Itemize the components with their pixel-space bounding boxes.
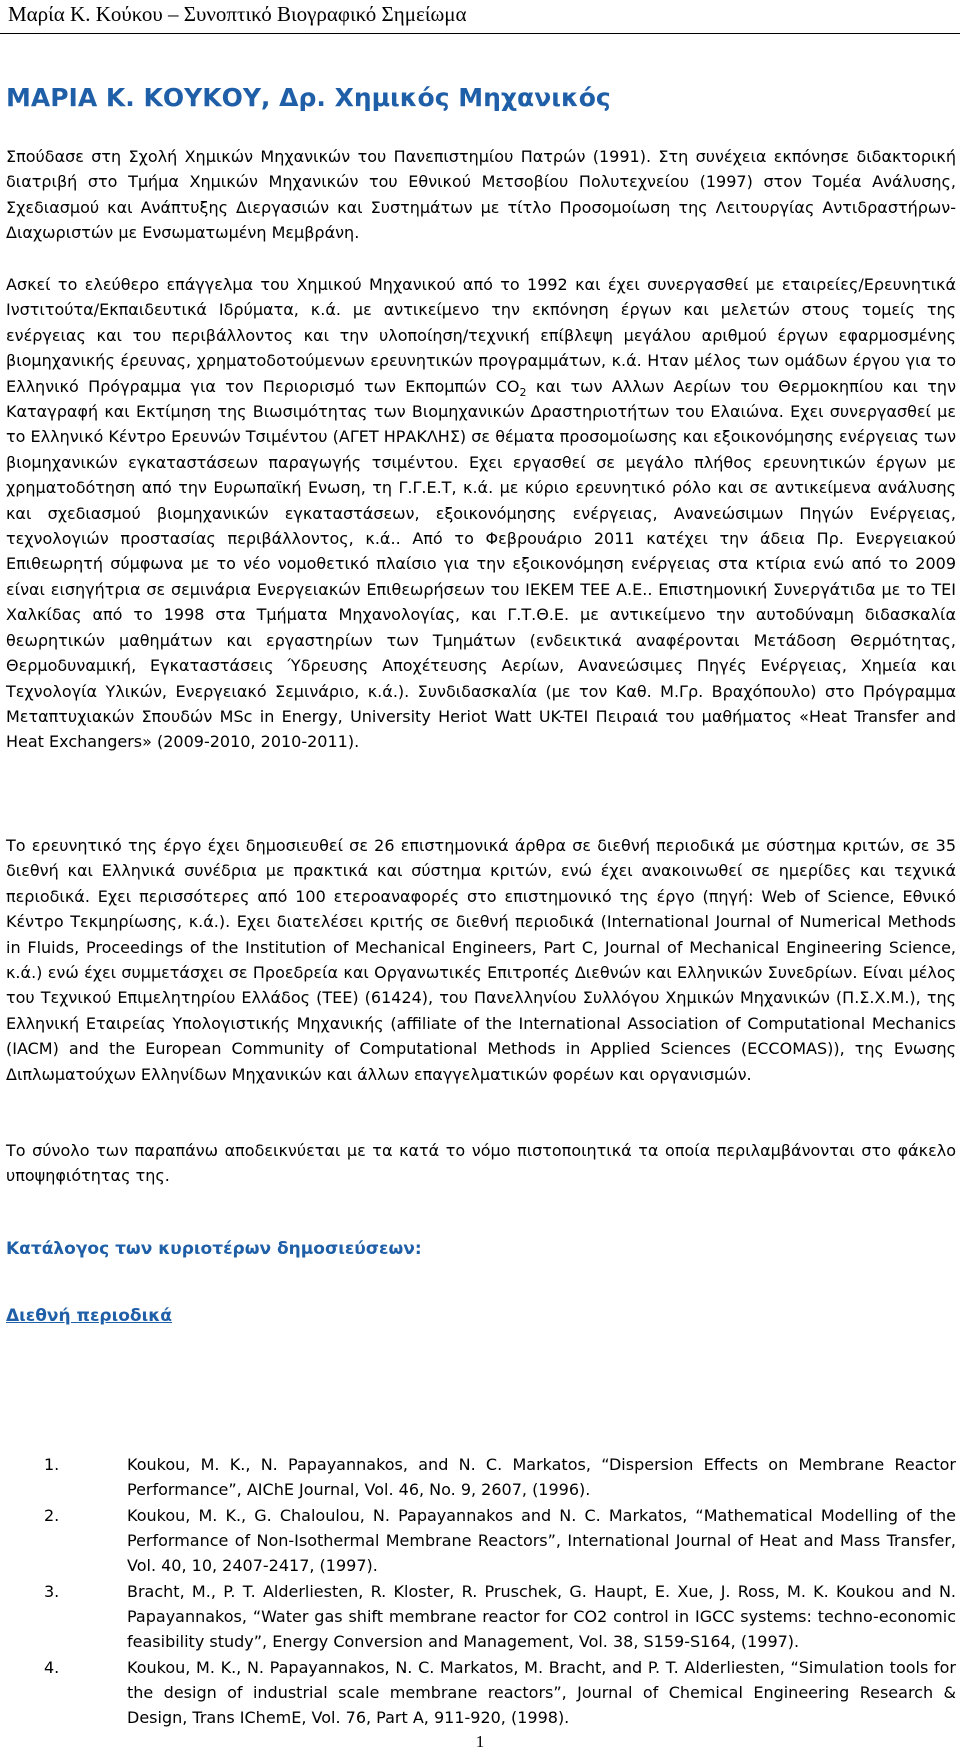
publication-item (0, 1655, 960, 1730)
publication-number: 4. (44, 1658, 60, 1677)
publication-item (0, 1452, 960, 1502)
journals-heading: Διεθνή περιοδικά (6, 1306, 172, 1326)
publications-heading: Κατάλογος των κυριοτέρων δημοσιεύσεων: (6, 1239, 422, 1259)
paragraph-career-part2: και των Αλλων Αερίων του Θερμοκηπίου και την Καταγραφή και Εκτίμηση της Βιωσιμότητας των Βιομηχανικών Δραστηριοτήτων του Ελαιώνα. Εχει συνεργασθεί με το Ελληνικό Κέντρο Ερευνών Τσιμέντου (ΑΓΕΤ ΗΡΑΚΛΗΣ) σε θέματα προσομοίωσης και εξοικονόμησης ενέργειας των βιομηχανικών εγκαταστάσεων παραγωγής τσιμέντου. Εχει εργασθεί σε μεγάλο πλήθος ερευνητικών έργων με χρηματοδότηση από την Ευρωπαϊκή Ενωση, τη Γ.Γ.Ε.Τ, κ.ά. με κύριο ερευνητικό ρόλο και σε αντικείμενα ανάλυσης και σχεδιασμού βιομηχανικών εγκαταστάσεων, εξοικονόμησης ενέργειας, Ανανεώσιμων Πηγών Ενέργειας, τεχνολογιών προστασίας περιβάλλοντος, κ.ά.. Από το Φεβρουάριο 2011 κατέχει την άδεια Πρ. Ενεργειακού Επιθεωρητή σύμφωνα με το νέο νομοθετικό πλαίσιο για την εξοικονόμηση ενέργειας στα κτίρια ενώ από το 2009 είναι εισηγήτρια σε σεμινάρια Ενεργειακών Επιθεωρήσεων του ΙΕΚΕΜ ΤΕΕ Α.Ε.. Επιστημονική Συνεργάτιδα με το ΤΕΙ Χαλκίδας από το 1998 στα Τμήματα Μηχανολογίας, και Γ.Τ.Θ.Ε. με αντικείμενο την αυτοδύναμη διδασκαλία θεωρητικών μαθημάτων και εργαστηρίων των Τμημάτων (ενδεικτικά αναφέρονται Μετάδοση Θερμότητας, Θερμοδυναμική, Εγκαταστάσεις Ύδρευσης Αποχέτευσης Αερίων, Ανανεώσιμες Πηγές Ενέργειας, Χημεία και Τεχνολογία Υλικών, Ενεργειακό Σεμινάριο, κ.ά.). Συνδιδασκαλία (με τον Καθ. Μ.Γρ. Βραχόπουλο) στο Πρόγραμμα Μεταπτυχιακών Σπουδών MSc in Energy, University Heriot Watt UK-TEI Πειραιά του μαθήματος «Heat Transfer and Heat Exchangers» (2009-2010, 2010-2011). (6, 376, 957, 752)
page-number: 1 (475, 1732, 485, 1751)
publication-list (0, 1452, 960, 1731)
co2-subscript: 2 (519, 385, 527, 399)
publication-citation: Koukou, M. K., G. Chaloulou, N. Papayannakos and N. C. Markatos, “Mathematical Modelling of the Performance of Non-Isothermal Membrane Reactors”, International Journal of Heat and Mass Transfer, Vol. 40, 10, 2407-2417, (1997). (127, 1506, 956, 1575)
paragraph-certificates: Το σύνολο των παραπάνω αποδεικνύεται με τα κατά το νόμο πιστοποιητικά τα οποία περιλαμβάνονται στο φάκελο υποψηφιότητας της. (6, 1141, 956, 1186)
document-title: ΜΑΡΙΑ Κ. ΚΟΥΚΟΥ, Δρ. Χημικός Μηχανικός (6, 83, 611, 112)
publication-number: 2. (44, 1506, 60, 1525)
paragraph-education: Σπούδασε στη Σχολή Χημικών Μηχανικών του Πανεπιστημίου Πατρών (1991). Στη συνέχεια εκπόνησε διδακτορική διατριβή στο Τμήμα Χημικών Μηχανικών του Εθνικού Μετσοβίου Πολυτεχνείου (1997) στον Τομέα Ανάλυσης, Σχεδιασμού και Ανάπτυξης Διεργασιών και Συστημάτων με τίτλο Προσομοίωση της Λειτουργίας Αντιδραστήρων-Διαχωριστών με Ενσωματωμένη Μεμβράνη. (6, 147, 956, 243)
header-divider (0, 33, 960, 34)
publication-number: 1. (44, 1455, 60, 1474)
publication-citation: Koukou, M. K., N. Papayannakos, N. C. Markatos, M. Bracht, and P. T. Alderliesten, “Simulation tools for the design of industrial scale membrane reactors”, Journal of Chemical Engineering Research & Design, Trans IChemE, Vol. 76, Part A, 911-920, (1998). (127, 1658, 956, 1727)
publication-item (0, 1503, 960, 1578)
paragraph-career-part1: Ασκεί το ελεύθερο επάγγελμα του Χημικού Μηχανικού από το 1992 και έχει συνεργασθεί με εταιρείες/Ερευνητικά Ινστιτούτα/Εκπαιδευτικά Ιδρύματα, κ.ά. με αντικείμενο την εκπόνηση έργων και μελετών στους τομείς της ενέργειας και του περιβάλλοντος και την υλοποίηση/τεχνική επίβλεψη μεγάλου αριθμού έργων εφαρμοσμένης βιομηχανικής έρευνας, χρηματοδοτούμενων ερευνητικών προγραμμάτων, κ.ά. Ηταν μέλος των ομάδων έργου για το Ελληνικό Πρόγραμμα για τον Περιορισμό των Εκπομπών CO (6, 275, 956, 396)
publication-number: 3. (44, 1582, 60, 1601)
paragraph-research: Το ερευνητικό της έργο έχει δημοσιευθεί σε 26 επιστημονικά άρθρα σε διεθνή περιοδικά με σύστημα κριτών, σε 35 διεθνή και Ελληνικά συνέδρια με πρακτικά και σύστημα κριτών, ενώ έχει ανακοινωθεί σε ημερίδες και τεχνικά περιοδικά. Εχει περισσότερες από 100 ετεροαναφορές στο επιστημονικό της έργο (πηγή: Web of Science, Εθνικό Κέντρο Τεκμηρίωσης, κ.ά.). Εχει διατελέσει κριτής σε διεθνή περιοδικά (International Journal of Numerical Methods in Fluids, Proceedings of the Institution of Mechanical Engineers, Part C, Journal of Mechanical Engineering Science, κ.ά.) ενώ έχει συμμετάσχει σε Προεδρεία και Οργανωτικές Επιτροπές Διεθνών και Ελληνικών Συνεδρίων. Είναι μέλος του Τεχνικού Επιμελητηρίου Ελλάδος (ΤΕΕ) (61424), του Πανελληνίου Συλλόγου Χημικών Μηχανικών (Π.Σ.Χ.Μ.), της Ελληνική Εταιρείας Υπολογιστικής Μηχανικής (affiliate of the International Association of Computational Mechanics (IACM) and the European Community of Computational Methods in Applied Sciences (ECCOMAS)), της Ενωσης Διπλωματούχων Ελληνίδων Μηχανικών και άλλων επαγγελματικών φορέων και οργανισμών. (6, 836, 956, 1084)
publication-citation: Koukou, M. K., N. Papayannakos, and N. C. Markatos, “Dispersion Effects on Membrane Reactor Performance”, AIChE Journal, Vol. 46, No. 9, 2607, (1996). (127, 1455, 956, 1499)
running-header: Μαρία Κ. Κούκου – Συνοπτικό Βιογραφικό Σημείωμα (8, 2, 467, 26)
publication-item (0, 1579, 960, 1654)
paragraph-career (6, 272, 956, 755)
publication-citation: Bracht, M., P. T. Alderliesten, R. Kloster, R. Pruschek, G. Haupt, E. Xue, J. Ross, M. K. Koukou and N. Papayannakos, “Water gas shift membrane reactor for CO2 control in IGCC systems: techno-economic feasibility study”, Energy Conversion and Management, Vol. 38, S159-S164, (1997). (127, 1582, 956, 1651)
